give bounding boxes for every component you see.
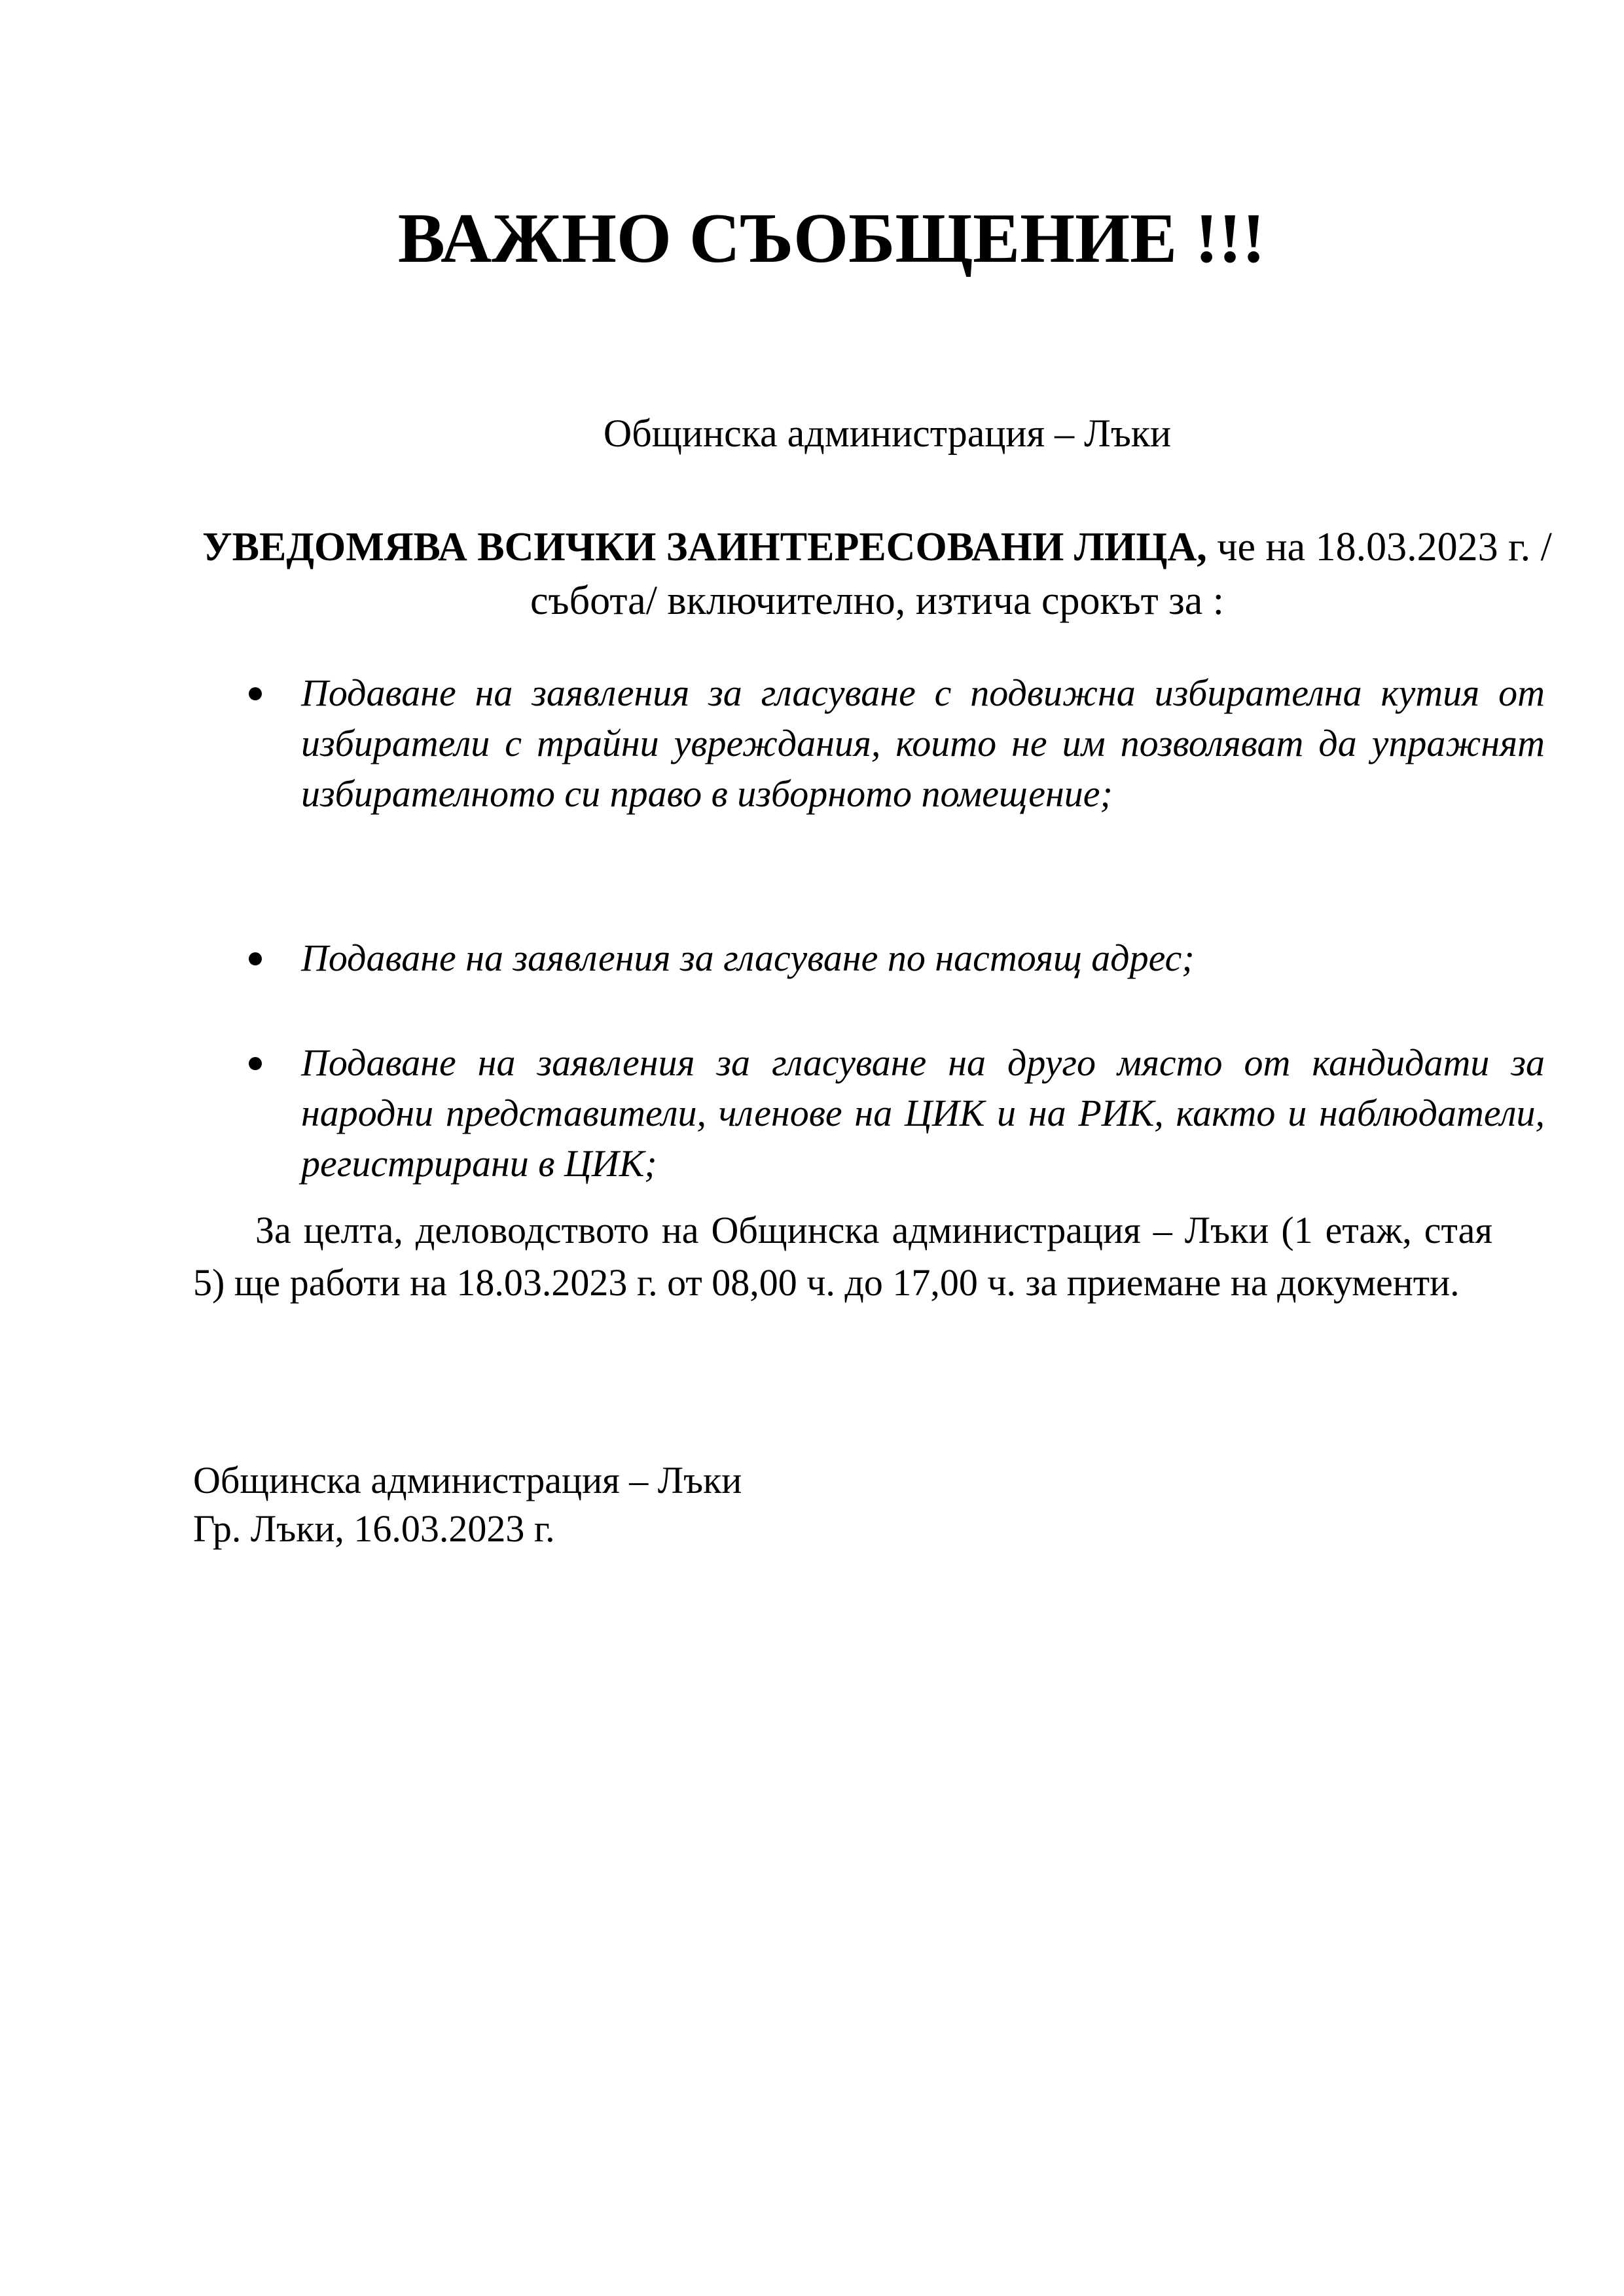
list-item-text: Подаване на заявления за гласуване по настоящ адрес;: [301, 937, 1195, 979]
list-item-text: Подаване на заявления за гласуване с подвижна избирателна кутия от избиратели с трайни увреждания, които не им позволяват да упражнят избирателното си право в изборното помещение;: [301, 672, 1545, 815]
list-item-text: Подаване на заявления за гласуване на друго място от кандидати за народни представители, членове на ЦИК и на РИК, както и наблюдатели, регистрирани в ЦИК;: [301, 1041, 1545, 1185]
office-hours-paragraph: За целта, деловодството на Общинска администрация – Лъки (1 етаж, стая 5) ще работи на 18.03.2023 г. от 08,00 ч. до 17,00 ч. за приемане на документи.: [193, 1209, 1492, 1304]
list-item: [249, 933, 1545, 983]
notice-rest: че на 18.03.2023 г. /събота/ включително, изтича срокът за :: [530, 525, 1552, 623]
bullet-icon: [249, 687, 262, 700]
list-item: [249, 1037, 1545, 1189]
signature-place-date: Гр. Лъки, 16.03.2023 г.: [193, 1507, 555, 1550]
list-item: [249, 668, 1545, 819]
page-title: ВАЖНО СЪОБЩЕНИЕ !!!: [397, 200, 1266, 278]
signature-block: [193, 1456, 742, 1553]
bullet-icon: [249, 1057, 262, 1070]
bullet-icon: [249, 952, 262, 965]
notice-lead: УВЕДОМЯВА ВСИЧКИ ЗАИНТЕРЕСОВАНИ ЛИЦА,: [202, 525, 1207, 569]
signature-organization: Общинска администрация – Лъки: [193, 1459, 742, 1501]
organization-heading: Общинска администрация – Лъки: [603, 412, 1172, 455]
notice-statement: [190, 520, 1564, 628]
